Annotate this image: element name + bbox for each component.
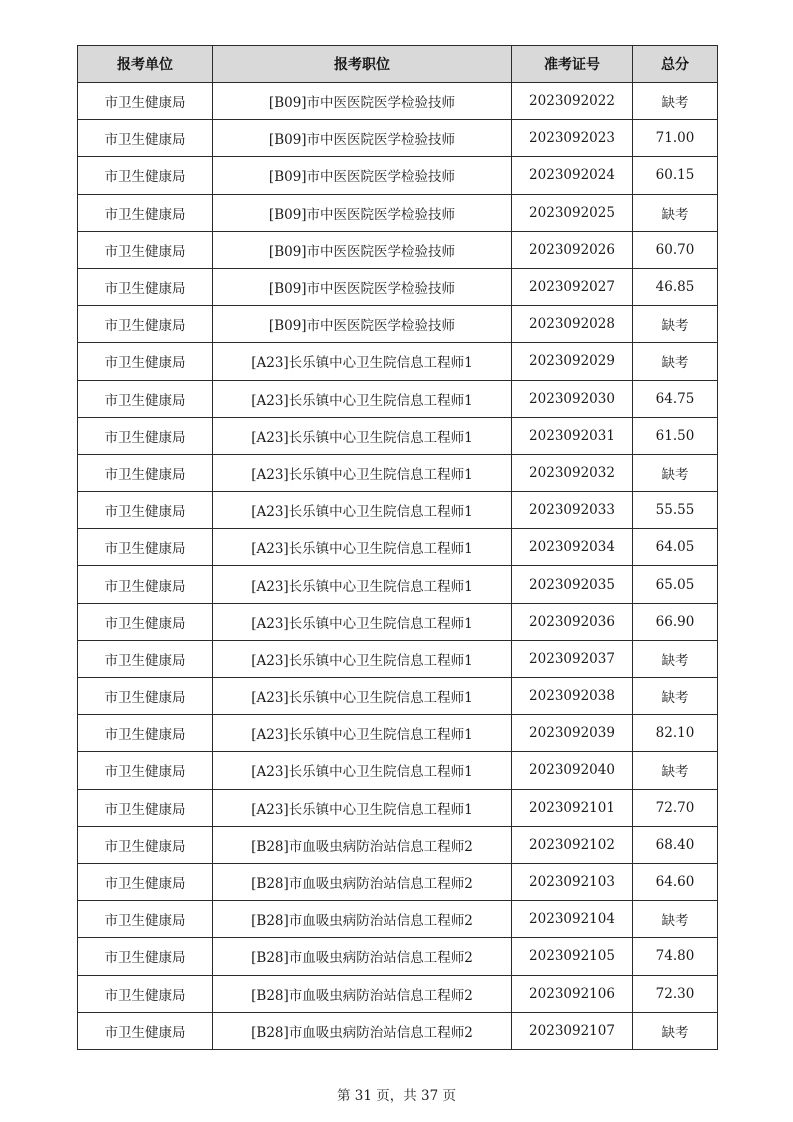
cell-unit: 市卫生健康局	[78, 231, 213, 268]
cell-ticket-number: 2023092037	[512, 640, 633, 677]
cell-ticket-number: 2023092022	[512, 83, 633, 120]
cell-position: [A23]长乐镇中心卫生院信息工程师1	[213, 343, 512, 380]
header-unit: 报考单位	[78, 46, 213, 83]
cell-total-score: 65.05	[633, 566, 718, 603]
cell-ticket-number: 2023092033	[512, 492, 633, 529]
cell-position: [A23]长乐镇中心卫生院信息工程师1	[213, 640, 512, 677]
table-row	[78, 83, 718, 120]
table-row	[78, 566, 718, 603]
table-row	[78, 120, 718, 157]
cell-unit: 市卫生健康局	[78, 826, 213, 863]
table-row	[78, 417, 718, 454]
cell-total-score: 82.10	[633, 715, 718, 752]
table-row	[78, 752, 718, 789]
header-row	[78, 46, 718, 83]
cell-ticket-number: 2023092031	[512, 417, 633, 454]
cell-position: [A23]长乐镇中心卫生院信息工程师1	[213, 752, 512, 789]
cell-position: [A23]长乐镇中心卫生院信息工程师1	[213, 529, 512, 566]
cell-unit: 市卫生健康局	[78, 194, 213, 231]
cell-position: [A23]长乐镇中心卫生院信息工程师1	[213, 678, 512, 715]
cell-ticket-number: 2023092107	[512, 1012, 633, 1049]
cell-unit: 市卫生健康局	[78, 789, 213, 826]
cell-total-score: 缺考	[633, 306, 718, 343]
cell-ticket-number: 2023092035	[512, 566, 633, 603]
table-row	[78, 789, 718, 826]
cell-ticket-number: 2023092024	[512, 157, 633, 194]
cell-position: [B09]市中医医院医学检验技师	[213, 157, 512, 194]
table-row	[78, 678, 718, 715]
cell-total-score: 缺考	[633, 1012, 718, 1049]
table-row	[78, 306, 718, 343]
cell-total-score: 64.60	[633, 863, 718, 900]
cell-total-score: 缺考	[633, 640, 718, 677]
cell-unit: 市卫生健康局	[78, 306, 213, 343]
cell-ticket-number: 2023092028	[512, 306, 633, 343]
cell-ticket-number: 2023092104	[512, 901, 633, 938]
cell-unit: 市卫生健康局	[78, 678, 213, 715]
table-row	[78, 715, 718, 752]
cell-total-score: 74.80	[633, 938, 718, 975]
cell-total-score: 66.90	[633, 603, 718, 640]
cell-unit: 市卫生健康局	[78, 120, 213, 157]
cell-unit: 市卫生健康局	[78, 417, 213, 454]
cell-total-score: 71.00	[633, 120, 718, 157]
cell-ticket-number: 2023092105	[512, 938, 633, 975]
header-total-score: 总分	[633, 46, 718, 83]
cell-unit: 市卫生健康局	[78, 529, 213, 566]
table-row	[78, 492, 718, 529]
header-ticket-number: 准考证号	[512, 46, 633, 83]
cell-ticket-number: 2023092036	[512, 603, 633, 640]
cell-total-score: 72.30	[633, 975, 718, 1012]
cell-total-score: 缺考	[633, 901, 718, 938]
cell-position: [B09]市中医医院医学检验技师	[213, 231, 512, 268]
cell-ticket-number: 2023092032	[512, 454, 633, 491]
cell-position: [B28]市血吸虫病防治站信息工程师2	[213, 1012, 512, 1049]
cell-position: [A23]长乐镇中心卫生院信息工程师1	[213, 417, 512, 454]
table-row	[78, 231, 718, 268]
cell-unit: 市卫生健康局	[78, 157, 213, 194]
cell-unit: 市卫生健康局	[78, 715, 213, 752]
cell-position: [B09]市中医医院医学检验技师	[213, 306, 512, 343]
cell-ticket-number: 2023092038	[512, 678, 633, 715]
cell-position: [B28]市血吸虫病防治站信息工程师2	[213, 863, 512, 900]
cell-position: [B28]市血吸虫病防治站信息工程师2	[213, 938, 512, 975]
table-row	[78, 640, 718, 677]
cell-position: [B28]市血吸虫病防治站信息工程师2	[213, 826, 512, 863]
cell-total-score: 72.70	[633, 789, 718, 826]
table-row	[78, 268, 718, 305]
cell-position: [A23]长乐镇中心卫生院信息工程师1	[213, 492, 512, 529]
cell-unit: 市卫生健康局	[78, 603, 213, 640]
cell-unit: 市卫生健康局	[78, 752, 213, 789]
cell-position: [B09]市中医医院医学检验技师	[213, 194, 512, 231]
cell-position: [B09]市中医医院医学检验技师	[213, 120, 512, 157]
table-row	[78, 975, 718, 1012]
cell-unit: 市卫生健康局	[78, 901, 213, 938]
cell-unit: 市卫生健康局	[78, 492, 213, 529]
cell-unit: 市卫生健康局	[78, 566, 213, 603]
table-body	[78, 83, 718, 1050]
cell-ticket-number: 2023092102	[512, 826, 633, 863]
cell-ticket-number: 2023092025	[512, 194, 633, 231]
table-row	[78, 1012, 718, 1049]
cell-ticket-number: 2023092103	[512, 863, 633, 900]
cell-total-score: 60.70	[633, 231, 718, 268]
table-row	[78, 194, 718, 231]
table-header	[78, 46, 718, 83]
cell-total-score: 缺考	[633, 194, 718, 231]
table-row	[78, 603, 718, 640]
cell-unit: 市卫生健康局	[78, 863, 213, 900]
cell-position: [B09]市中医医院医学检验技师	[213, 268, 512, 305]
score-table	[77, 45, 718, 1050]
cell-unit: 市卫生健康局	[78, 975, 213, 1012]
header-position: 报考职位	[213, 46, 512, 83]
table-row	[78, 826, 718, 863]
cell-position: [A23]长乐镇中心卫生院信息工程师1	[213, 603, 512, 640]
cell-unit: 市卫生健康局	[78, 640, 213, 677]
cell-unit: 市卫生健康局	[78, 454, 213, 491]
cell-total-score: 46.85	[633, 268, 718, 305]
cell-position: [A23]长乐镇中心卫生院信息工程师1	[213, 454, 512, 491]
cell-unit: 市卫生健康局	[78, 938, 213, 975]
cell-ticket-number: 2023092029	[512, 343, 633, 380]
cell-unit: 市卫生健康局	[78, 1012, 213, 1049]
cell-position: [B28]市血吸虫病防治站信息工程师2	[213, 901, 512, 938]
cell-unit: 市卫生健康局	[78, 380, 213, 417]
cell-position: [A23]长乐镇中心卫生院信息工程师1	[213, 380, 512, 417]
cell-total-score: 缺考	[633, 678, 718, 715]
cell-position: [A23]长乐镇中心卫生院信息工程师1	[213, 566, 512, 603]
cell-ticket-number: 2023092034	[512, 529, 633, 566]
cell-ticket-number: 2023092106	[512, 975, 633, 1012]
cell-ticket-number: 2023092023	[512, 120, 633, 157]
table-row	[78, 938, 718, 975]
cell-total-score: 68.40	[633, 826, 718, 863]
cell-position: [A23]长乐镇中心卫生院信息工程师1	[213, 715, 512, 752]
cell-position: [B28]市血吸虫病防治站信息工程师2	[213, 975, 512, 1012]
cell-ticket-number: 2023092027	[512, 268, 633, 305]
table-row	[78, 529, 718, 566]
cell-total-score: 55.55	[633, 492, 718, 529]
cell-unit: 市卫生健康局	[78, 343, 213, 380]
table-row	[78, 863, 718, 900]
cell-total-score: 缺考	[633, 454, 718, 491]
cell-total-score: 64.05	[633, 529, 718, 566]
cell-total-score: 缺考	[633, 343, 718, 380]
cell-total-score: 61.50	[633, 417, 718, 454]
cell-total-score: 缺考	[633, 83, 718, 120]
table-row	[78, 901, 718, 938]
table-row	[78, 157, 718, 194]
cell-total-score: 缺考	[633, 752, 718, 789]
cell-unit: 市卫生健康局	[78, 268, 213, 305]
cell-unit: 市卫生健康局	[78, 83, 213, 120]
cell-ticket-number: 2023092030	[512, 380, 633, 417]
cell-ticket-number: 2023092026	[512, 231, 633, 268]
cell-position: [B09]市中医医院医学检验技师	[213, 83, 512, 120]
cell-total-score: 64.75	[633, 380, 718, 417]
cell-ticket-number: 2023092040	[512, 752, 633, 789]
cell-position: [A23]长乐镇中心卫生院信息工程师1	[213, 789, 512, 826]
table-row	[78, 454, 718, 491]
cell-total-score: 60.15	[633, 157, 718, 194]
table-row	[78, 343, 718, 380]
cell-ticket-number: 2023092039	[512, 715, 633, 752]
cell-ticket-number: 2023092101	[512, 789, 633, 826]
table-row	[78, 380, 718, 417]
page-footer: 第 31 页，共 37 页	[336, 1088, 457, 1104]
